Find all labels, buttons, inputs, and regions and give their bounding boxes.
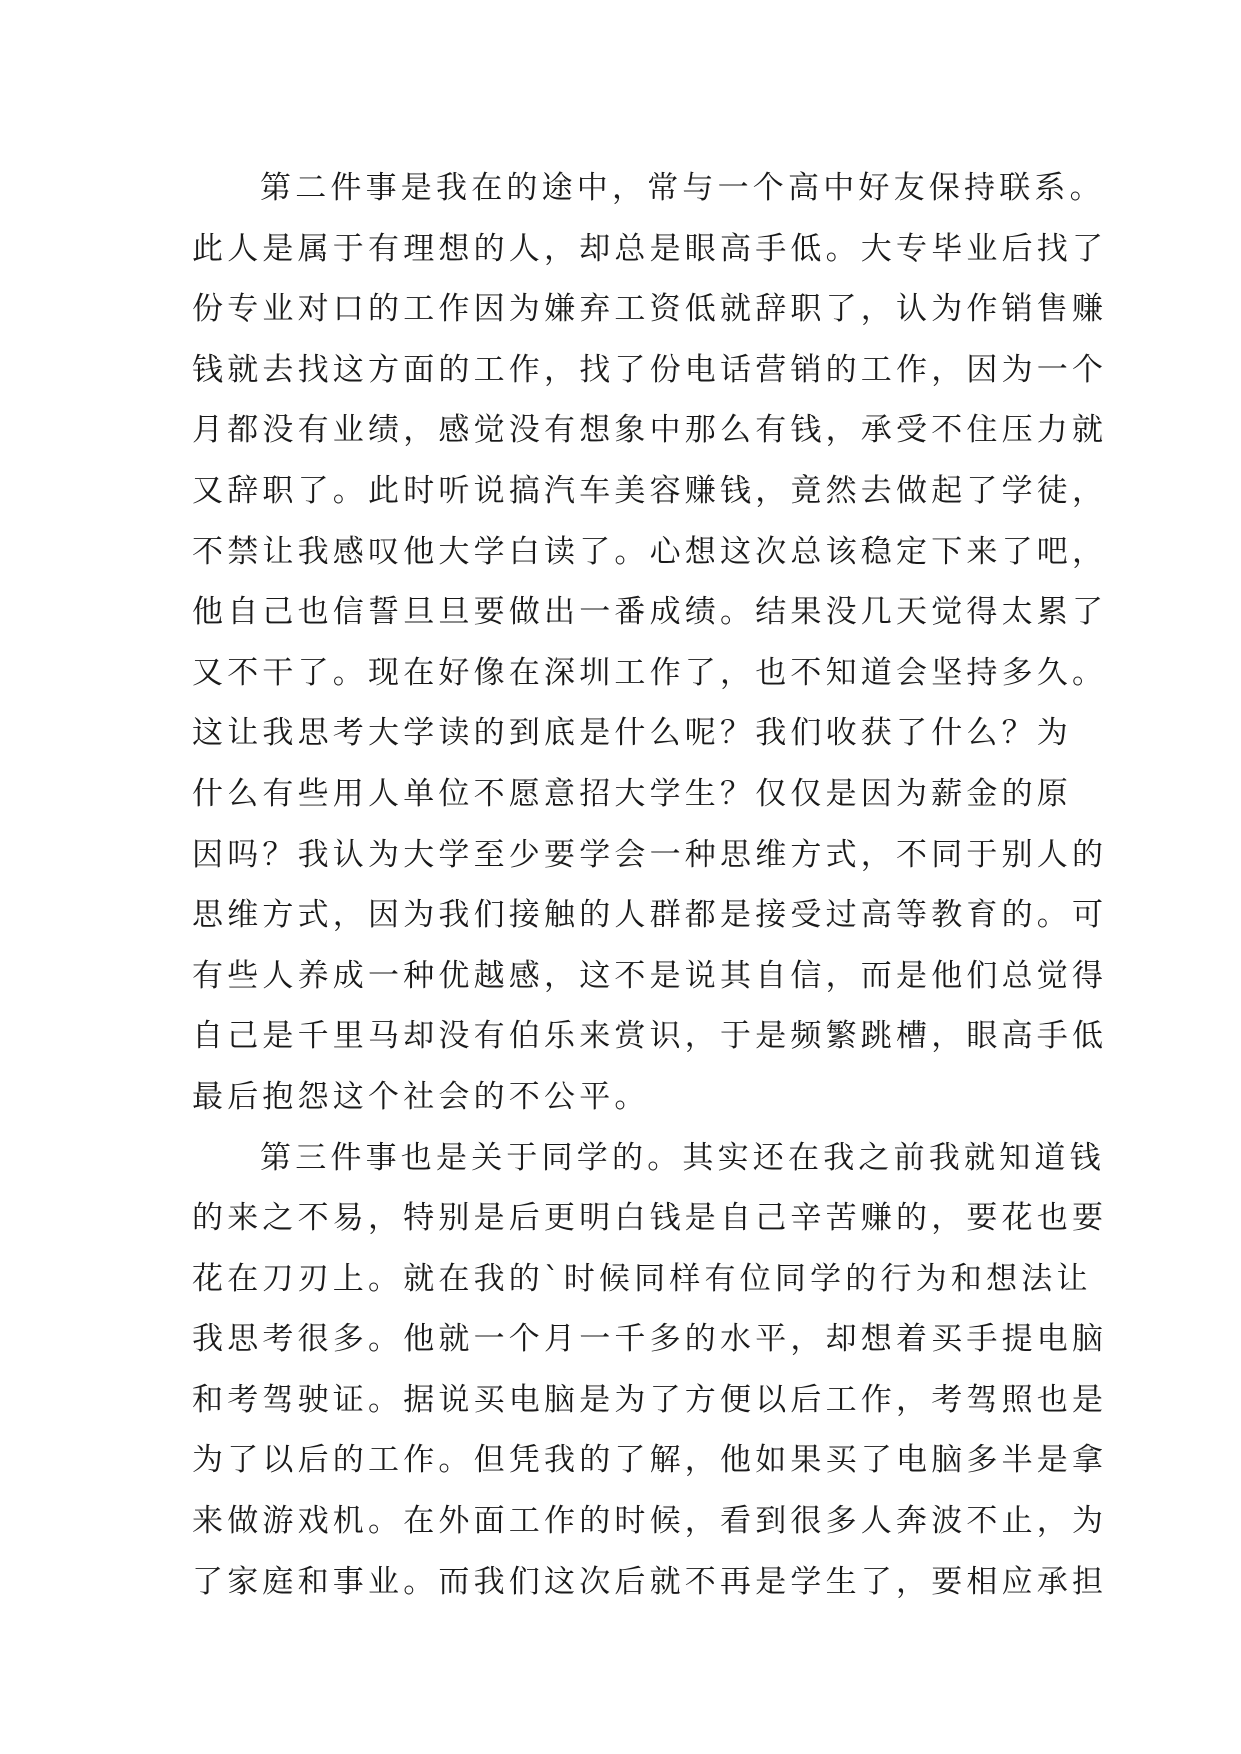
text-line: 不禁让我感叹他大学白读了。心想这次总该稳定下来了吧， bbox=[192, 533, 1108, 570]
text-line: 有些人养成一种优越感，这不是说其自信，而是他们总觉得 bbox=[192, 957, 1108, 994]
text-line: 什么有些用人单位不愿意招大学生？仅仅是因为薪金的原 bbox=[192, 775, 1072, 812]
body-text bbox=[192, 158, 1108, 1612]
text-line: 又辞职了。此时听说搞汽车美容赚钱，竟然去做起了学徒， bbox=[192, 472, 1108, 509]
text-line: 钱就去找这方面的工作，找了份电话营销的工作，因为一个 bbox=[192, 351, 1108, 388]
text-line: 来做游戏机。在外面工作的时候，看到很多人奔波不止，为 bbox=[192, 1503, 1108, 1540]
text-line: 思维方式，因为我们接触的人群都是接受过高等教育的。可 bbox=[192, 897, 1108, 934]
text-line: 我思考很多。他就一个月一千多的水平，却想着买手提电脑 bbox=[192, 1321, 1108, 1358]
text-line: 花在刀刃上。就在我的`时候同样有位同学的行为和想法让 bbox=[192, 1260, 1092, 1297]
text-line: 这让我思考大学读的到底是什么呢？我们收获了什么？为 bbox=[192, 715, 1072, 752]
text-line: 月都没有业绩，感觉没有想象中那么有钱，承受不住压力就 bbox=[192, 412, 1108, 449]
text-line: 的来之不易，特别是后更明白钱是自己辛苦赚的，要花也要 bbox=[192, 1200, 1108, 1237]
text-line: 第二件事是我在的途中，常与一个高中好友保持联系。 bbox=[260, 170, 1105, 206]
text-line: 最后抱怨这个社会的不公平。 bbox=[192, 1078, 650, 1115]
text-line: 份专业对口的工作因为嫌弃工资低就辞职了，认为作销售赚 bbox=[192, 291, 1108, 328]
text-line: 自己是千里马却没有伯乐来赏识，于是频繁跳槽，眼高手低 bbox=[192, 1018, 1108, 1055]
text-line: 和考驾驶证。据说买电脑是为了方便以后工作，考驾照也是 bbox=[192, 1381, 1108, 1418]
text-line: 因吗？我认为大学至少要学会一种思维方式，不同于别人的 bbox=[192, 836, 1108, 873]
text-line: 又不干了。现在好像在深圳工作了，也不知道会坚持多久。 bbox=[192, 654, 1108, 691]
text-line: 此人是属于有理想的人，却总是眼高手低。大专毕业后找了 bbox=[192, 230, 1108, 267]
text-line: 他自己也信誓旦旦要做出一番成绩。结果没几天觉得太累了 bbox=[192, 594, 1108, 631]
text-line: 了家庭和事业。而我们这次后就不再是学生了，要相应承担 bbox=[192, 1563, 1108, 1600]
text-line: 为了以后的工作。但凭我的了解，他如果买了电脑多半是拿 bbox=[192, 1442, 1108, 1479]
text-line: 第三件事也是关于同学的。其实还在我之前我就知道钱 bbox=[260, 1139, 1105, 1176]
